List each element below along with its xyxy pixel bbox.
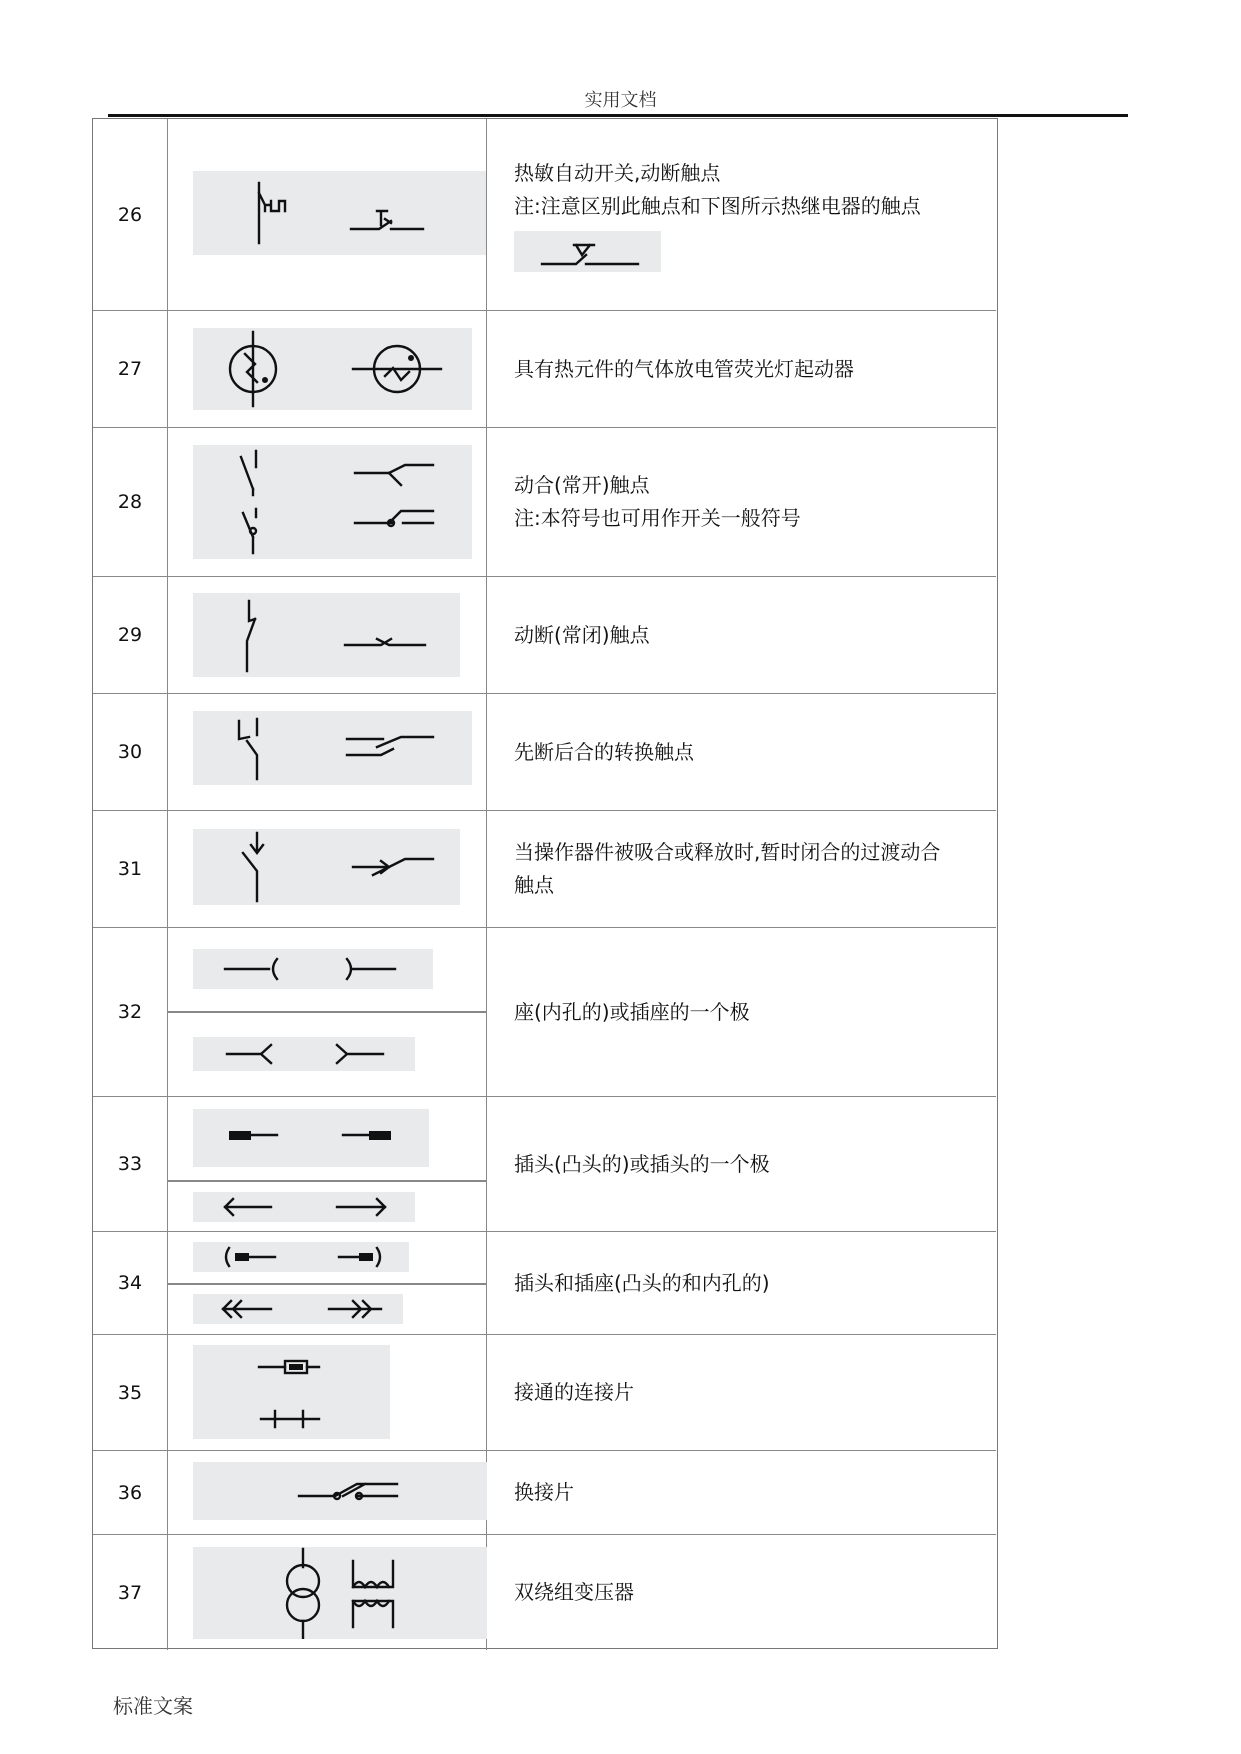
thermal-switch-symbol bbox=[193, 171, 486, 255]
description-line: 注:注意区别此触点和下图所示热继电器的触点 bbox=[514, 194, 921, 218]
description-line: 触点 bbox=[514, 873, 554, 897]
description-cell bbox=[487, 1451, 996, 1534]
description-cell bbox=[487, 428, 996, 576]
plug-and-socket-symbol bbox=[193, 1242, 409, 1272]
thermal-relay-symbol bbox=[514, 231, 661, 272]
symbol-cell bbox=[168, 1451, 487, 1534]
row-number: 36 bbox=[93, 1451, 168, 1534]
row-number: 32 bbox=[93, 928, 168, 1096]
plug-and-socket-alt-symbol bbox=[193, 1294, 403, 1324]
header-rule bbox=[108, 114, 1128, 117]
row-number: 34 bbox=[93, 1232, 168, 1334]
row-number: 30 bbox=[93, 694, 168, 810]
socket-pole-alt-symbol bbox=[193, 1037, 415, 1071]
symbol-cell bbox=[168, 577, 487, 693]
table-row bbox=[93, 811, 996, 928]
symbol-cell bbox=[168, 1535, 487, 1650]
symbol-cell bbox=[168, 1097, 487, 1231]
description-cell bbox=[487, 1232, 996, 1334]
cell-divider bbox=[168, 1180, 486, 1182]
row-number: 26 bbox=[93, 119, 168, 310]
description-line: 动断(常闭)触点 bbox=[514, 622, 650, 647]
table-row bbox=[93, 928, 996, 1097]
symbol-cell bbox=[168, 928, 487, 1096]
table-row bbox=[93, 119, 996, 311]
description-line: 双绕组变压器 bbox=[514, 1580, 634, 1604]
table-row bbox=[93, 311, 996, 428]
symbol-cell bbox=[168, 119, 487, 310]
description-line: 插头和插座(凸头的和内孔的) bbox=[514, 1270, 770, 1295]
changeover-contact-symbol bbox=[193, 711, 472, 785]
row-number: 35 bbox=[93, 1335, 168, 1450]
description-line: 注:本符号也可用作开关一般符号 bbox=[514, 506, 801, 530]
table-row bbox=[93, 1335, 996, 1451]
row-number: 28 bbox=[93, 428, 168, 576]
symbol-cell bbox=[168, 428, 487, 576]
description-cell bbox=[487, 694, 996, 810]
table-row bbox=[93, 1535, 996, 1650]
socket-pole-symbol bbox=[193, 949, 433, 989]
table-row bbox=[93, 1451, 996, 1535]
description-line: 座(内孔的)或插座的一个极 bbox=[514, 999, 750, 1024]
table-row bbox=[93, 1232, 996, 1335]
description-cell bbox=[487, 928, 996, 1096]
description-line: 先断后合的转换触点 bbox=[514, 739, 694, 764]
passing-make-contact-symbol bbox=[193, 829, 460, 905]
table-row bbox=[93, 428, 996, 577]
description-cell bbox=[487, 119, 996, 310]
plug-pole-alt-symbol bbox=[193, 1192, 415, 1222]
row-number: 31 bbox=[93, 811, 168, 927]
description-cell bbox=[487, 311, 996, 427]
row-number: 37 bbox=[93, 1535, 168, 1650]
row-number: 33 bbox=[93, 1097, 168, 1231]
cell-divider bbox=[168, 1011, 486, 1013]
row-number: 29 bbox=[93, 577, 168, 693]
symbol-cell bbox=[168, 694, 487, 810]
description-line: 插头(凸头的)或插头的一个极 bbox=[514, 1151, 770, 1176]
description-cell bbox=[487, 1335, 996, 1450]
glow-starter-symbol bbox=[193, 328, 472, 410]
make-contact-symbol bbox=[193, 445, 472, 559]
description-line: 具有热元件的气体放电管荧光灯起动器 bbox=[514, 356, 854, 381]
description-cell bbox=[487, 1535, 996, 1650]
page-footer: 标准文案 bbox=[113, 1694, 193, 1718]
table-row bbox=[93, 1097, 996, 1232]
description-cell bbox=[487, 1097, 996, 1231]
symbol-cell bbox=[168, 311, 487, 427]
description-line: 接通的连接片 bbox=[514, 1380, 634, 1404]
symbol-cell bbox=[168, 1232, 487, 1334]
description-cell bbox=[487, 811, 996, 927]
table-row bbox=[93, 577, 996, 694]
plug-pole-symbol bbox=[193, 1109, 429, 1167]
symbol-cell bbox=[168, 811, 487, 927]
table-row bbox=[93, 694, 996, 811]
symbol-cell bbox=[168, 1335, 487, 1450]
break-contact-symbol bbox=[193, 593, 460, 677]
description-line: 换接片 bbox=[514, 1480, 574, 1504]
changeover-link-symbol bbox=[193, 1462, 487, 1520]
description-line: 动合(常开)触点 bbox=[514, 473, 650, 497]
closed-link-symbol bbox=[193, 1345, 390, 1439]
description-cell bbox=[487, 577, 996, 693]
symbol-table bbox=[92, 118, 998, 1649]
two-winding-transformer-symbol bbox=[193, 1547, 487, 1639]
description-line: 热敏自动开关,动断触点 bbox=[514, 161, 721, 185]
row-number: 27 bbox=[93, 311, 168, 427]
cell-divider bbox=[168, 1283, 486, 1285]
description-line: 当操作器件被吸合或释放时,暂时闭合的过渡动合 bbox=[514, 840, 941, 864]
page-header: 实用文档 bbox=[584, 90, 657, 111]
